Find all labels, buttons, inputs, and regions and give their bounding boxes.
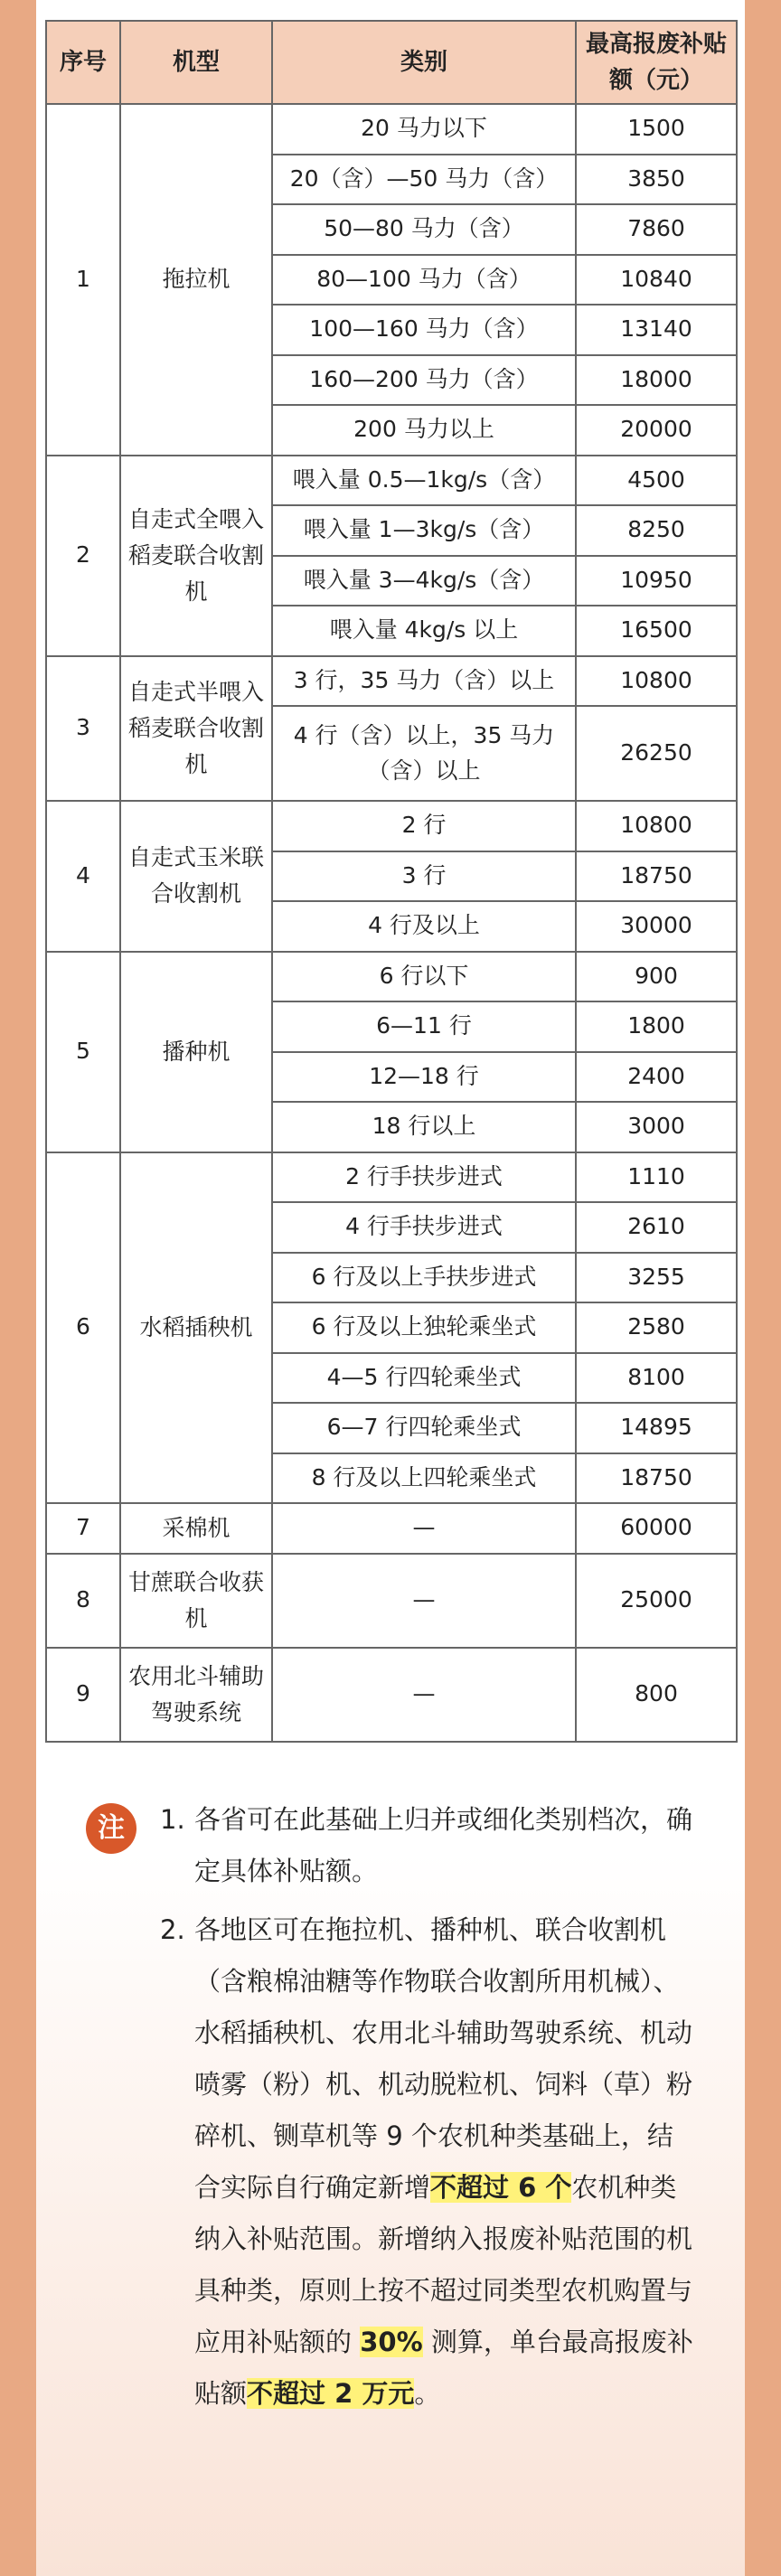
cell-no: 8	[46, 1554, 120, 1648]
note-item	[160, 1904, 693, 2420]
cell-amount: 3255	[576, 1253, 737, 1303]
note-number: 2.	[160, 1914, 185, 1945]
cell-amount: 8250	[576, 505, 737, 556]
note-highlight: 30%	[360, 2327, 423, 2357]
table-row	[46, 1152, 737, 1203]
cell-no: 6	[46, 1152, 120, 1504]
cell-amount: 10800	[576, 801, 737, 851]
table-body	[46, 104, 737, 1742]
cell-category: 6—11 行	[272, 1001, 576, 1052]
cell-category: 3 行	[272, 851, 576, 902]
cell-category: 8 行及以上四轮乘坐式	[272, 1453, 576, 1504]
cell-no: 3	[46, 656, 120, 802]
cell-model: 拖拉机	[120, 104, 272, 456]
cell-amount: 14895	[576, 1403, 737, 1453]
cell-category: 6 行及以上手扶步进式	[272, 1253, 576, 1303]
cell-amount: 20000	[576, 405, 737, 456]
cell-amount: 1110	[576, 1152, 737, 1203]
cell-category: 喂入量 0.5—1kg/s（含）	[272, 456, 576, 506]
cell-category: 喂入量 3—4kg/s（含）	[272, 556, 576, 606]
cell-amount: 10950	[576, 556, 737, 606]
cell-category: 20（含）—50 马力（含）	[272, 155, 576, 205]
cell-model: 水稻插秧机	[120, 1152, 272, 1504]
table-row	[46, 1554, 737, 1648]
cell-amount: 30000	[576, 901, 737, 952]
cell-model: 农用北斗辅助驾驶系统	[120, 1648, 272, 1742]
cell-category: 6 行以下	[272, 952, 576, 1002]
cell-category: 100—160 马力（含）	[272, 305, 576, 355]
cell-category: 4 行（含）以上，35 马力（含）以上	[272, 706, 576, 801]
cell-model: 自走式全喂入稻麦联合收割机	[120, 456, 272, 656]
cell-amount: 18750	[576, 1453, 737, 1504]
cell-amount: 800	[576, 1648, 737, 1742]
note-text: 农机种类纳入补贴范围。新增纳入报废补贴范围的机具种类，原则上按不超过同类型农机购置与应用补贴额的	[194, 2172, 693, 2357]
cell-no: 1	[46, 104, 120, 456]
cell-amount: 7860	[576, 204, 737, 255]
note-text: 各地区可在拖拉机、播种机、联合收割机（含粮棉油糖等作物联合收割所用机械）、水稻插秧机、农用北斗辅助驾驶系统、机动喷雾（粉）机、机动脱粒机、饲料（草）粉碎机、铡草机等 9 个农机种类基础上，结合实际自行确定新增	[194, 1914, 693, 2203]
table-row	[46, 801, 737, 851]
cell-amount: 16500	[576, 606, 737, 656]
note-text: 。	[414, 2378, 441, 2409]
cell-category: 80—100 马力（含）	[272, 255, 576, 306]
header-no: 序号	[46, 21, 120, 104]
cell-category: 喂入量 1—3kg/s（含）	[272, 505, 576, 556]
note-highlight: 不超过 2 万元	[247, 2378, 415, 2409]
cell-amount: 4500	[576, 456, 737, 506]
cell-category: 4—5 行四轮乘坐式	[272, 1353, 576, 1404]
cell-category: 12—18 行	[272, 1052, 576, 1103]
cell-model: 采棉机	[120, 1503, 272, 1554]
cell-category: 200 马力以上	[272, 405, 576, 456]
note-number: 1.	[160, 1804, 185, 1835]
cell-amount: 3850	[576, 155, 737, 205]
cell-category: 6 行及以上独轮乘坐式	[272, 1302, 576, 1353]
cell-no: 9	[46, 1648, 120, 1742]
cell-amount: 3000	[576, 1102, 737, 1152]
cell-category: 3 行，35 马力（含）以上	[272, 656, 576, 707]
cell-amount: 25000	[576, 1554, 737, 1648]
cell-amount: 60000	[576, 1503, 737, 1554]
cell-model: 自走式半喂入稻麦联合收割机	[120, 656, 272, 802]
header-category: 类别	[272, 21, 576, 104]
cell-amount: 13140	[576, 305, 737, 355]
note-badge: 注	[86, 1803, 136, 1854]
cell-model: 播种机	[120, 952, 272, 1152]
note-text: 测算，单台最高报废补贴额	[194, 2327, 693, 2409]
cell-category: —	[272, 1648, 576, 1742]
table-row	[46, 456, 737, 506]
cell-model: 自走式玉米联合收割机	[120, 801, 272, 952]
table-row	[46, 104, 737, 155]
cell-category: 18 行以上	[272, 1102, 576, 1152]
cell-amount: 2400	[576, 1052, 737, 1103]
cell-category: —	[272, 1554, 576, 1648]
cell-amount: 18750	[576, 851, 737, 902]
table-row	[46, 952, 737, 1002]
subsidy-table	[45, 20, 738, 1743]
cell-no: 2	[46, 456, 120, 656]
table-row	[46, 1503, 737, 1554]
cell-amount: 18000	[576, 355, 737, 406]
header-amount: 最高报废补贴额（元）	[576, 21, 737, 104]
cell-category: 6—7 行四轮乘坐式	[272, 1403, 576, 1453]
cell-category: 2 行	[272, 801, 576, 851]
note-item	[160, 1794, 693, 1897]
cell-category: 2 行手扶步进式	[272, 1152, 576, 1203]
page	[36, 0, 745, 2576]
cell-category: 4 行手扶步进式	[272, 1202, 576, 1253]
table-header-row	[46, 21, 737, 104]
table-row	[46, 656, 737, 707]
note-highlight: 不超过 6 个	[430, 2172, 572, 2203]
cell-amount: 2580	[576, 1302, 737, 1353]
cell-amount: 2610	[576, 1202, 737, 1253]
cell-model: 甘蔗联合收获机	[120, 1554, 272, 1648]
cell-category: 50—80 马力（含）	[272, 204, 576, 255]
cell-amount: 10840	[576, 255, 737, 306]
cell-amount: 8100	[576, 1353, 737, 1404]
cell-amount: 26250	[576, 706, 737, 801]
cell-category: 喂入量 4kg/s 以上	[272, 606, 576, 656]
cell-category: 20 马力以下	[272, 104, 576, 155]
note-list	[160, 1794, 693, 2420]
cell-category: 160—200 马力（含）	[272, 355, 576, 406]
cell-no: 5	[46, 952, 120, 1152]
table-row	[46, 1648, 737, 1742]
cell-category: —	[272, 1503, 576, 1554]
cell-amount: 1800	[576, 1001, 737, 1052]
cell-amount: 1500	[576, 104, 737, 155]
cell-amount: 10800	[576, 656, 737, 707]
cell-category: 4 行及以上	[272, 901, 576, 952]
header-model: 机型	[120, 21, 272, 104]
note-text: 各省可在此基础上归并或细化类别档次，确定具体补贴额。	[194, 1804, 693, 1886]
cell-amount: 900	[576, 952, 737, 1002]
cell-no: 4	[46, 801, 120, 952]
cell-no: 7	[46, 1503, 120, 1554]
